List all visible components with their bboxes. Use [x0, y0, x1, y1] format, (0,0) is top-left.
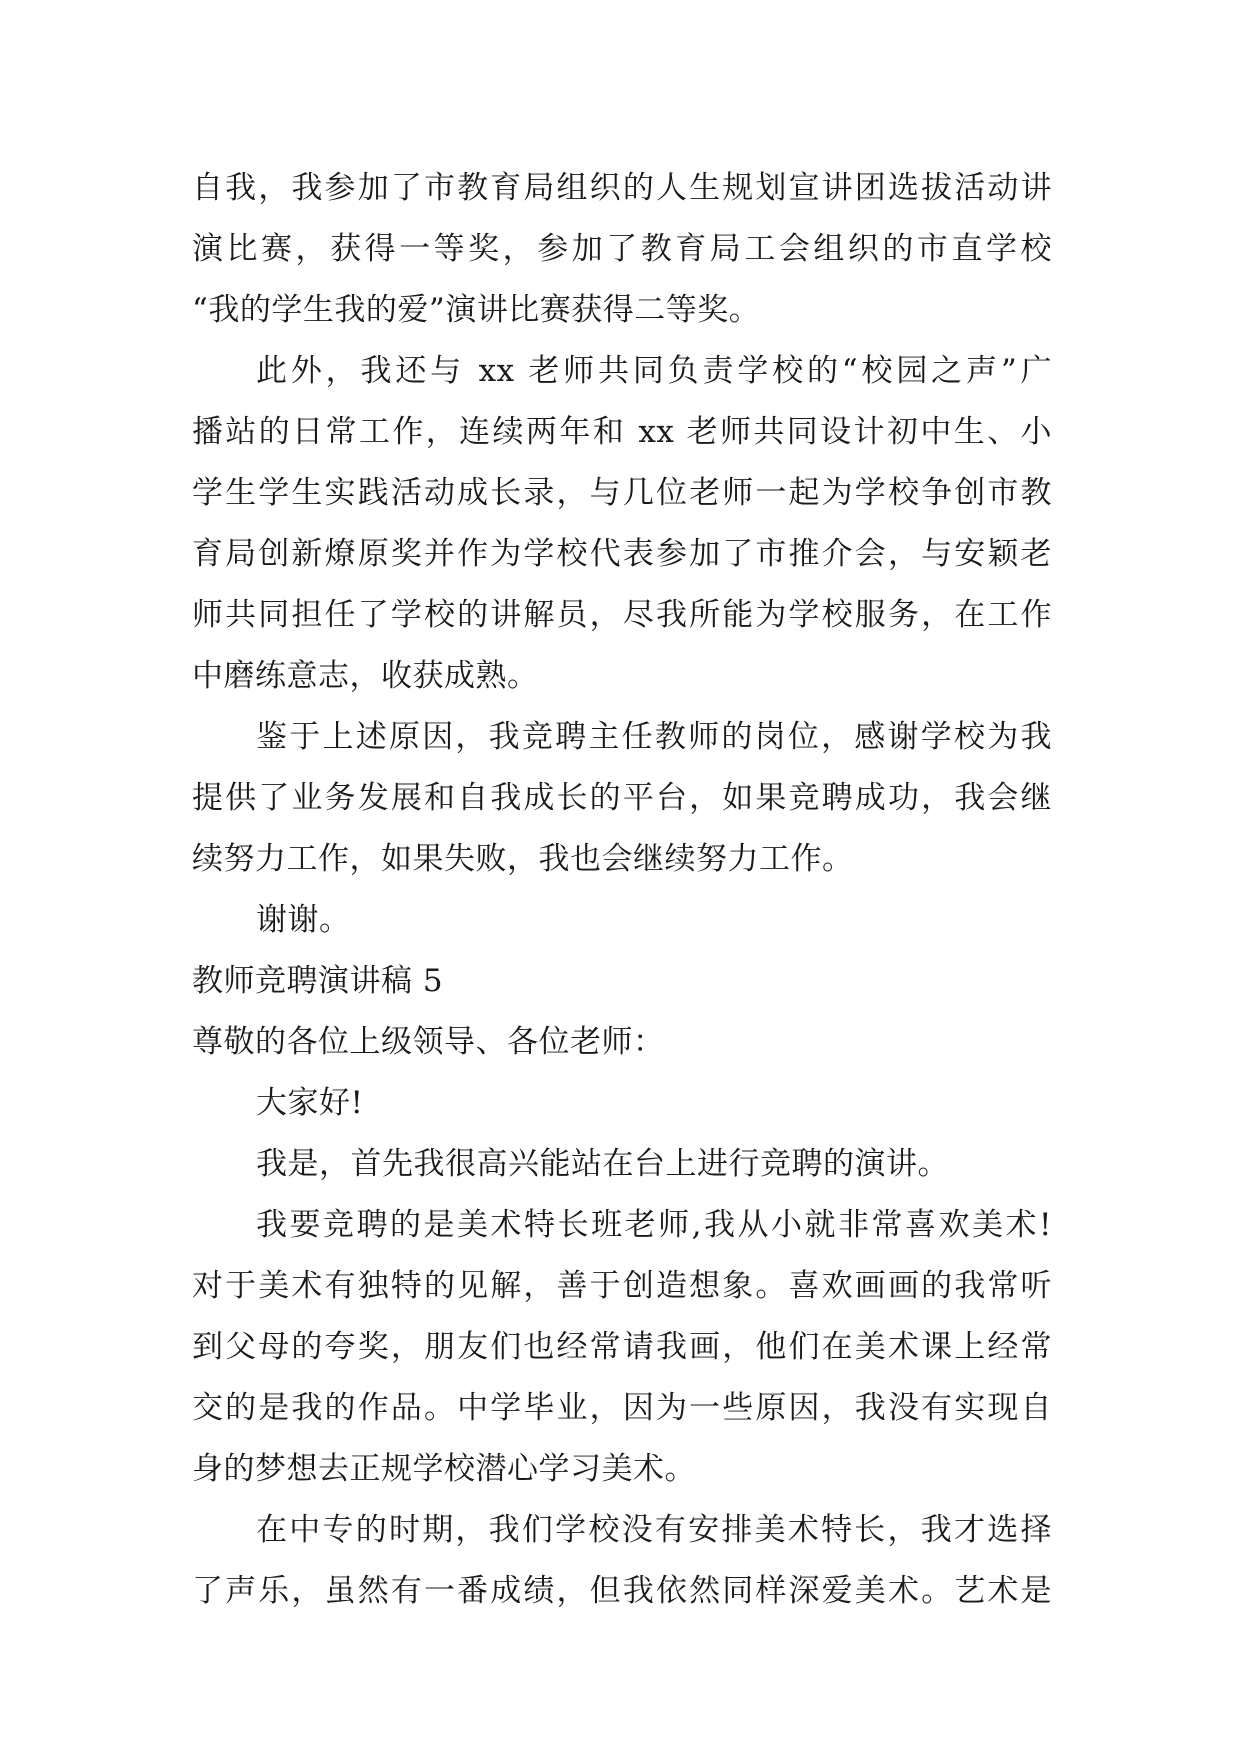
- text-line: 提供了业务发展和自我成长的平台，如果竞聘成功，我会继: [192, 780, 1052, 816]
- text-line: 交的是我的作品。中学毕业，因为一些原因，我没有实现自: [192, 1390, 1052, 1426]
- text-line: 在中专的时期，我们学校没有安排美术特长，我才选择: [256, 1512, 1052, 1548]
- text-line: 到父母的夸奖，朋友们也经常请我画，他们在美术课上经常: [192, 1329, 1052, 1365]
- text-line: 续努力工作，如果失败，我也会继续努力工作。: [192, 841, 854, 877]
- text-line: 演比赛，获得一等奖，参加了教育局工会组织的市直学校: [192, 231, 1052, 267]
- text-line: 中磨练意志，收获成熟。: [192, 658, 539, 694]
- section-heading: 教师竞聘演讲稿 5: [192, 963, 444, 999]
- text-line: 我要竞聘的是美术特长班老师,我从小就非常喜欢美术!: [256, 1207, 1052, 1243]
- text-line: 了声乐，虽然有一番成绩，但我依然同样深爱美术。艺术是: [192, 1573, 1052, 1609]
- text-line: 播站的日常工作，连续两年和 xx 老师共同设计初中生、小: [192, 414, 1052, 450]
- text-line: 谢谢。: [256, 902, 351, 938]
- text-line: “我的学生我的爱”演讲比赛获得二等奖。: [192, 292, 761, 328]
- text-line: 对于美术有独特的见解，善于创造想象。喜欢画画的我常听: [192, 1268, 1052, 1304]
- text-line: 身的梦想去正规学校潜心学习美术。: [192, 1451, 696, 1487]
- text-line: 大家好!: [256, 1085, 364, 1121]
- text-line: 鉴于上述原因，我竞聘主任教师的岗位，感谢学校为我: [256, 719, 1052, 755]
- text-line: 育局创新燎原奖并作为学校代表参加了市推介会，与安颖老: [192, 536, 1052, 572]
- text-line: 师共同担任了学校的讲解员，尽我所能为学校服务，在工作: [192, 597, 1052, 633]
- text-line: 此外，我还与 xx 老师共同负责学校的“校园之声”广: [256, 353, 1052, 389]
- text-line: 学生学生实践活动成长录，与几位老师一起为学校争创市教: [192, 475, 1052, 511]
- text-line: 自我，我参加了市教育局组织的人生规划宣讲团选拔活动讲: [192, 170, 1052, 206]
- document-body: [192, 158, 1052, 1622]
- salutation: 尊敬的各位上级领导、各位老师：: [192, 1024, 665, 1060]
- text-line: 我是，首先我很高兴能站在台上进行竞聘的演讲。: [256, 1146, 949, 1182]
